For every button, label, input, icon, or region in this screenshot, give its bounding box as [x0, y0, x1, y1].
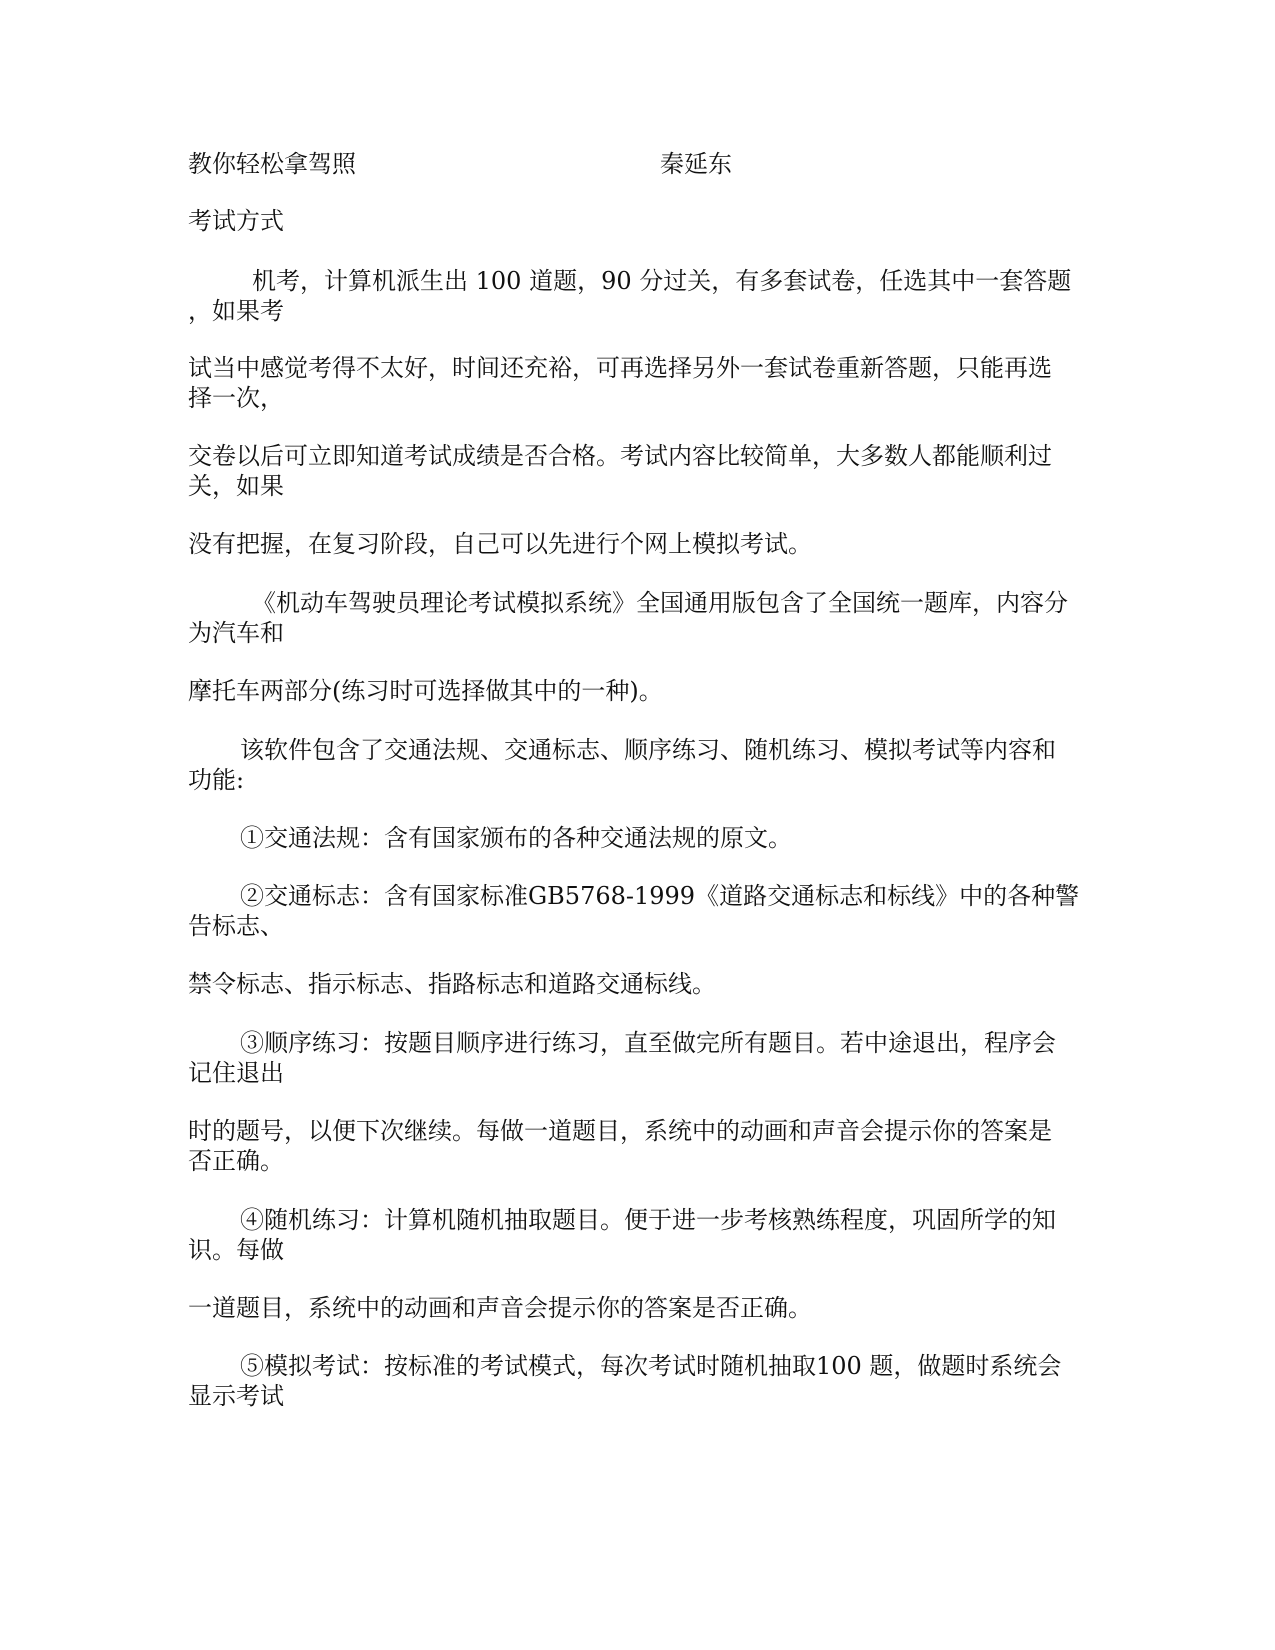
- list-item: ④随机练习：计算机随机抽取题目。便于进一步考核熟练程度，巩固所学的知: [240, 1206, 1056, 1234]
- list-item: ⑤模拟考试：按标准的考试模式，每次考试时随机抽取100 题，做题时系统会: [240, 1352, 1062, 1380]
- list-item: ①交通法规：含有国家颁布的各种交通法规的原文。: [240, 824, 792, 852]
- paragraph-line: 摩托车两部分(练习时可选择做其中的一种)。: [188, 677, 663, 705]
- paragraph-line: 没有把握，在复习阶段，自己可以先进行个网上模拟考试。: [188, 530, 812, 558]
- paragraph-line: 否正确。: [188, 1147, 284, 1175]
- document-author: 秦延东: [660, 150, 732, 178]
- paragraph-line: 该软件包含了交通法规、交通标志、顺序练习、随机练习、模拟考试等内容和: [240, 736, 1056, 764]
- paragraph-line: 识。每做: [188, 1236, 284, 1264]
- paragraph-line: 禁令标志、指示标志、指路标志和道路交通标线。: [188, 970, 716, 998]
- paragraph-line: 显示考试: [188, 1382, 284, 1410]
- paragraph-line: 时的题号，以便下次继续。每做一道题目，系统中的动画和声音会提示你的答案是: [188, 1117, 1052, 1145]
- paragraph-line: 记住退出: [188, 1059, 284, 1087]
- paragraph-line: 一道题目，系统中的动画和声音会提示你的答案是否正确。: [188, 1294, 812, 1322]
- list-item: ②交通标志：含有国家标准GB5768-1999《道路交通标志和标线》中的各种警: [240, 882, 1080, 910]
- document-title: 教你轻松拿驾照: [188, 150, 356, 178]
- section-heading: 考试方式: [188, 207, 284, 235]
- paragraph-line: 为汽车和: [188, 619, 284, 647]
- paragraph-line: 《机动车驾驶员理论考试模拟系统》全国通用版包含了全国统一题库，内容分: [252, 589, 1068, 617]
- paragraph-line: 交卷以后可立即知道考试成绩是否合格。考试内容比较简单，大多数人都能顺利过: [188, 442, 1052, 470]
- paragraph-line: 机考，计算机派生出 100 道题，90 分过关，有多套试卷，任选其中一套答题: [252, 267, 1072, 295]
- paragraph-line: 功能:: [188, 766, 245, 794]
- paragraph-line: ，如果考: [188, 297, 284, 325]
- paragraph-line: 告标志、: [188, 912, 284, 940]
- paragraph-line: 择一次，: [188, 384, 284, 412]
- paragraph-line: 试当中感觉考得不太好，时间还充裕，可再选择另外一套试卷重新答题，只能再选: [188, 354, 1052, 382]
- list-item: ③顺序练习：按题目顺序进行练习，直至做完所有题目。若中途退出，程序会: [240, 1029, 1056, 1057]
- paragraph-line: 关，如果: [188, 472, 284, 500]
